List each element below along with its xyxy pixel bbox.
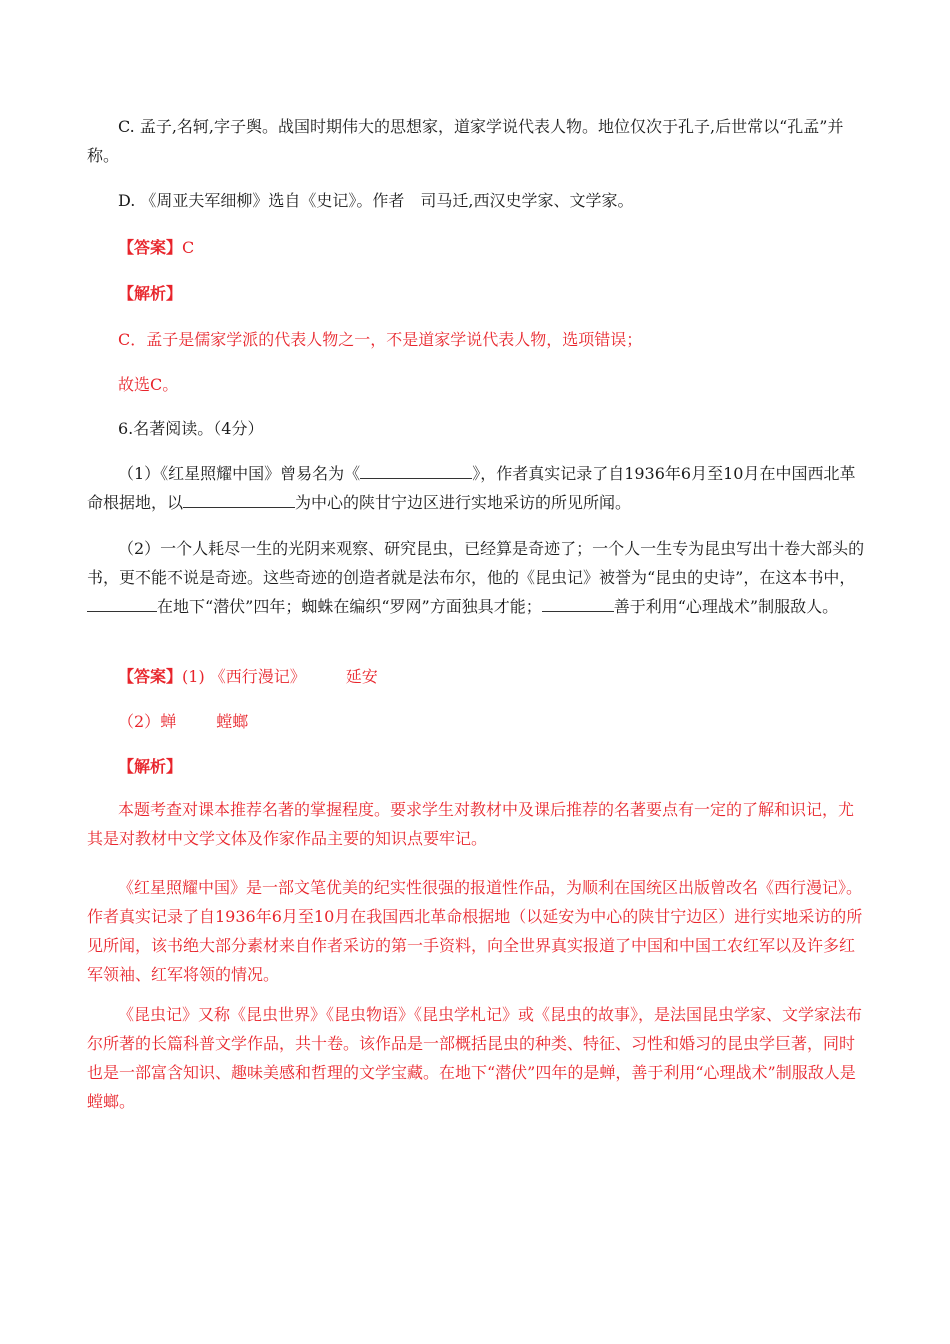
answer-part1-label: (1) xyxy=(182,667,205,686)
q6-part1-suffix: 为中心的陕甘宁边区进行实地采访的所见所闻。 xyxy=(295,493,632,512)
q5-analysis-line1: C．孟子是儒家学派的代表人物之一，不是道家学说代表人物，选项错误； xyxy=(118,330,643,349)
fill-blank-3[interactable] xyxy=(87,595,157,612)
answer-part2-b: 螳螂 xyxy=(216,712,249,731)
option-d-text: D. 《周亚夫军细柳》选自《史记》。作者 司马迁,西汉史学家、文学家。 xyxy=(118,191,634,210)
q6-title: 6.名著阅读。（4分） xyxy=(118,419,264,438)
q6-answer-line1 xyxy=(87,662,865,691)
answer-part2-label: （2） xyxy=(118,712,161,731)
q6-part1 xyxy=(87,459,865,517)
fill-blank-2[interactable] xyxy=(183,491,295,508)
q6-analysis-para1: 本题考查对课本推荐名著的掌握程度。要求学生对教材中及课后推荐的名著要点有一定的了解和识记，尤其是对教材中文学文体及作家作品主要的知识点要牢记。 xyxy=(87,800,855,848)
answer-part2-a: 蝉 xyxy=(160,712,177,731)
q6-part2-suffix: 善于利用“心理战术”制服敌人。 xyxy=(613,597,839,616)
q6-part1-prefix: （1）《红星照耀中国》曾易名为《 xyxy=(118,464,361,483)
q5-analysis-line2: 故选C。 xyxy=(118,375,179,394)
answer-part1-a: 《西行漫记》 xyxy=(209,667,306,686)
q6-analysis-para2: 《红星照耀中国》是一部文笔优美的纪实性很强的报道性作品，为顺利在国统区出版曾改名《西行漫记》。作者真实记录了自1936年6月至10月在我国西北革命根据地（以延安为中心的陕甘宁边区）进行实地采访的所见所闻，该书绝大部分素材来自作者采访的第一手资料，向全世界真实报道了中国和中国工农红军以及许多红军领袖、红军将领的情况。 xyxy=(87,878,863,984)
answer-tag: 【答案】 xyxy=(118,667,183,686)
q5-analysis-heading xyxy=(87,279,865,308)
fill-blank-4[interactable] xyxy=(542,595,614,612)
q6-part2 xyxy=(87,534,865,621)
q6-analysis-heading xyxy=(87,752,865,781)
analysis-tag: 【解析】 xyxy=(118,284,183,303)
answer-part1-b: 延安 xyxy=(345,667,378,686)
answer-value: C xyxy=(182,238,195,257)
fill-blank-1[interactable] xyxy=(360,462,472,479)
answer-tag: 【答案】 xyxy=(118,238,183,257)
q6-part2-prefix: （2）一个人耗尽一生的光阴来观察、研究昆虫，已经算是奇迹了；一个人一生专为昆虫写出十卷大部头的书，更不能不说是奇迹。这些奇迹的创造者就是法布尔，他的《昆虫记》被誉为“昆虫的史诗”，在这本书中， xyxy=(87,539,865,587)
q6-analysis-para3: 《昆虫记》又称《昆虫世界》《昆虫物语》《昆虫学札记》或《昆虫的故事》，是法国昆虫学家、文学家法布尔所著的长篇科普文学作品，共十卷。该作品是一部概括昆虫的种类、特征、习性和婚习的昆虫学巨著，同时也是一部富含知识、趣味美感和哲理的文学宝藏。在地下“潜伏”四年的是蝉，善于利用“心理战术”制服敌人是螳螂。 xyxy=(87,1005,863,1111)
q5-answer xyxy=(87,233,865,262)
q6-answer-line2 xyxy=(87,707,865,736)
analysis-tag: 【解析】 xyxy=(118,757,183,776)
q6-part2-mid: 在地下“潜伏”四年；蜘蛛在编织“罗网”方面独具才能； xyxy=(157,597,542,616)
q6-part1-mid: 》，作者真实记录了自1936年6月至10月在中国西北革命根据地，以 xyxy=(87,464,856,512)
option-c-text: C. 孟子,名轲,字子舆。战国时期伟大的思想家，道家学说代表人物。地位仅次于孔子,后世常以“孔孟”并称。 xyxy=(87,117,844,165)
